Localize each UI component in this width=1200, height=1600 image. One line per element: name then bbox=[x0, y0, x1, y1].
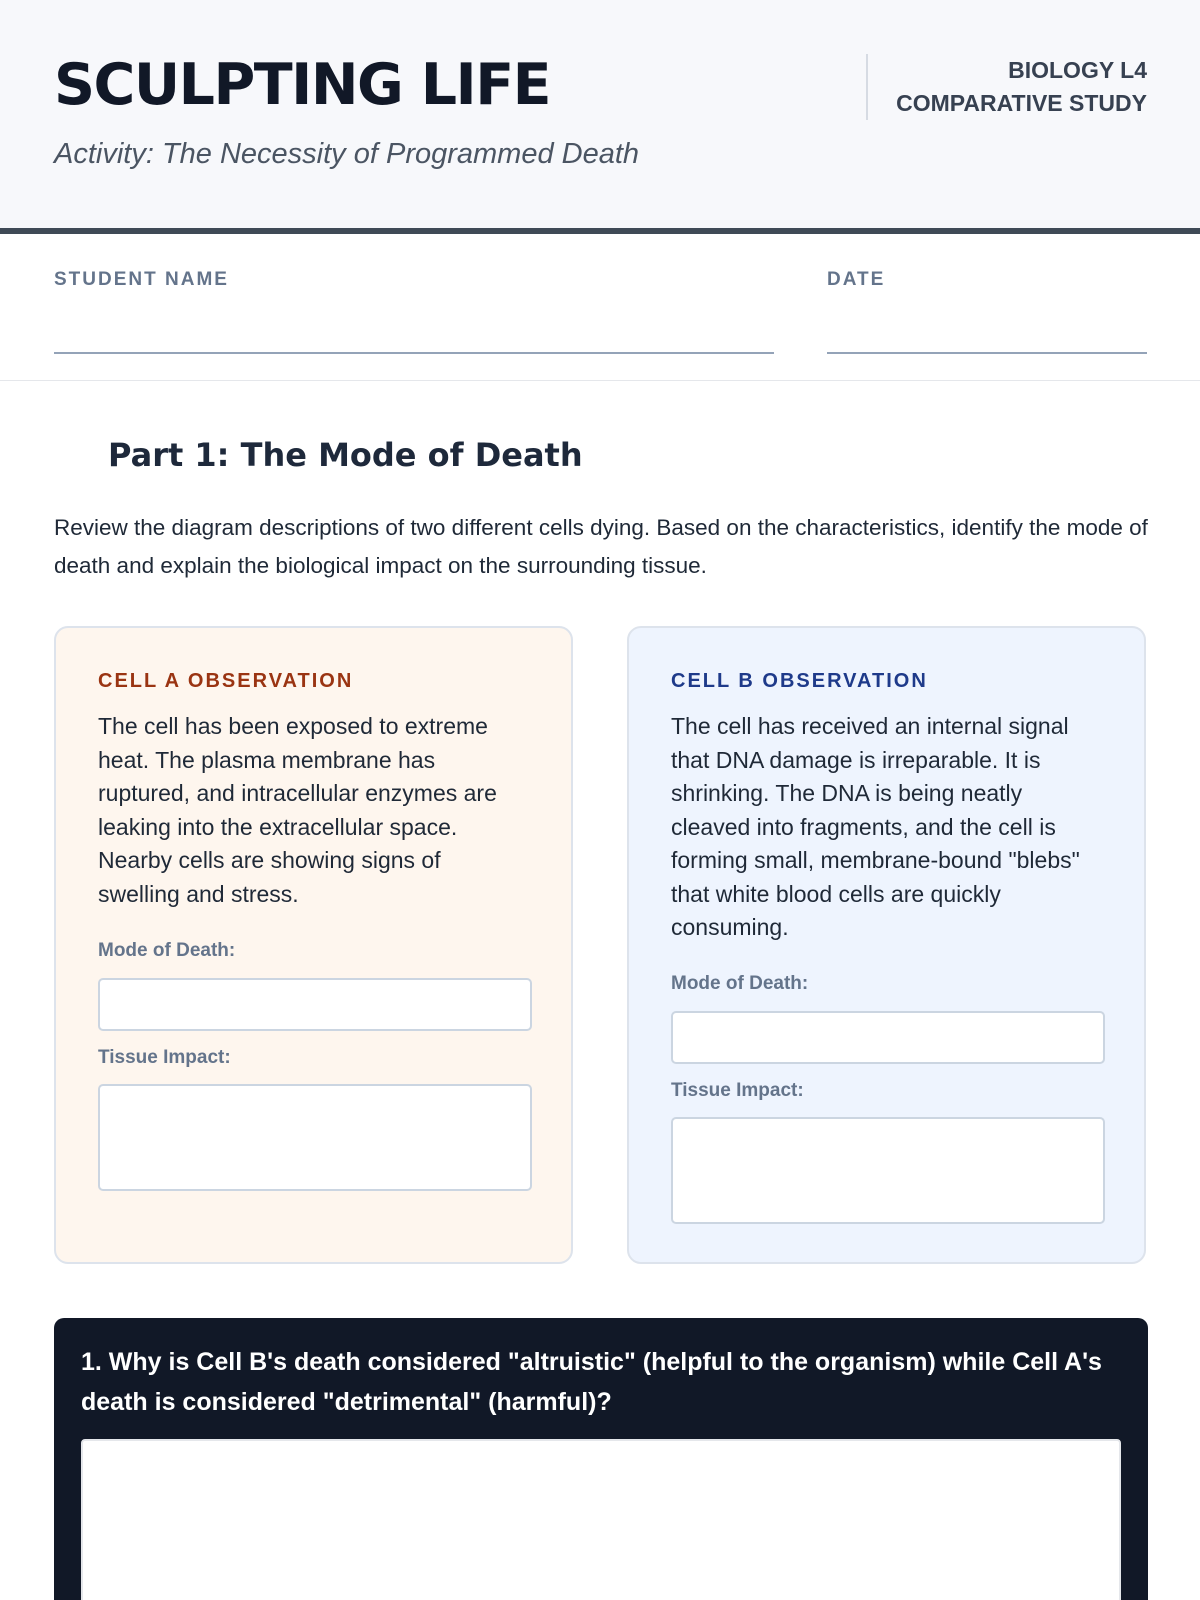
cell-b-impact-label: Tissue Impact: bbox=[671, 1080, 804, 1101]
cell-b-card bbox=[627, 626, 1146, 1264]
date-label: DATE bbox=[827, 269, 886, 290]
student-name-label: STUDENT NAME bbox=[54, 269, 229, 290]
cell-a-impact-label: Tissue Impact: bbox=[98, 1047, 231, 1068]
course-type: COMPARATIVE STUDY bbox=[896, 90, 1147, 116]
cell-b-impact-input[interactable] bbox=[671, 1117, 1105, 1224]
part-1-instructions: Review the diagram descriptions of two different cells dying. Based on the characteristics, identify the mode of death and explain the biological impact on the surrounding tissue. bbox=[54, 515, 1148, 578]
header-divider bbox=[866, 54, 868, 120]
cell-b-mode-label: Mode of Death: bbox=[671, 973, 809, 994]
course-info bbox=[896, 54, 1147, 120]
worksheet-header bbox=[0, 0, 1200, 234]
cell-a-mode-label: Mode of Death: bbox=[98, 940, 236, 961]
cell-a-impact-input[interactable] bbox=[98, 1084, 532, 1191]
date-input[interactable] bbox=[827, 311, 1147, 354]
section-divider bbox=[0, 380, 1200, 381]
cell-b-mode-input[interactable] bbox=[671, 1011, 1105, 1064]
activity-subtitle: Activity: The Necessity of Programmed Death bbox=[54, 138, 640, 170]
question-1-text: 1. Why is Cell B's death considered "altruistic" (helpful to the organism) while Cell A's death is considered "detrimental" (harmful)? bbox=[81, 1348, 1102, 1416]
cell-b-description: The cell has received an internal signal that DNA damage is irreparable. It is shrinking. The DNA is being neatly cleaved into fragments, and the cell is forming small, membrane-bound "blebs" that white blood cells are quickly consuming. bbox=[671, 713, 1080, 940]
page-title: SCULPTING LIFE bbox=[54, 52, 551, 118]
cell-b-title: CELL B OBSERVATION bbox=[671, 670, 928, 692]
part-1-title: Part 1: The Mode of Death bbox=[108, 436, 583, 474]
question-1-answer-input[interactable] bbox=[81, 1439, 1121, 1600]
question-1-block bbox=[54, 1318, 1148, 1600]
cell-a-title: CELL A OBSERVATION bbox=[98, 670, 354, 692]
course-level: BIOLOGY L4 bbox=[1008, 57, 1147, 83]
student-name-input[interactable] bbox=[54, 311, 774, 354]
cell-a-card bbox=[54, 626, 573, 1264]
cell-a-description: The cell has been exposed to extreme heat. The plasma membrane has ruptured, and intracellular enzymes are leaking into the extracellular space. Nearby cells are showing signs of swelling and stress. bbox=[98, 713, 497, 907]
cell-a-mode-input[interactable] bbox=[98, 978, 532, 1031]
